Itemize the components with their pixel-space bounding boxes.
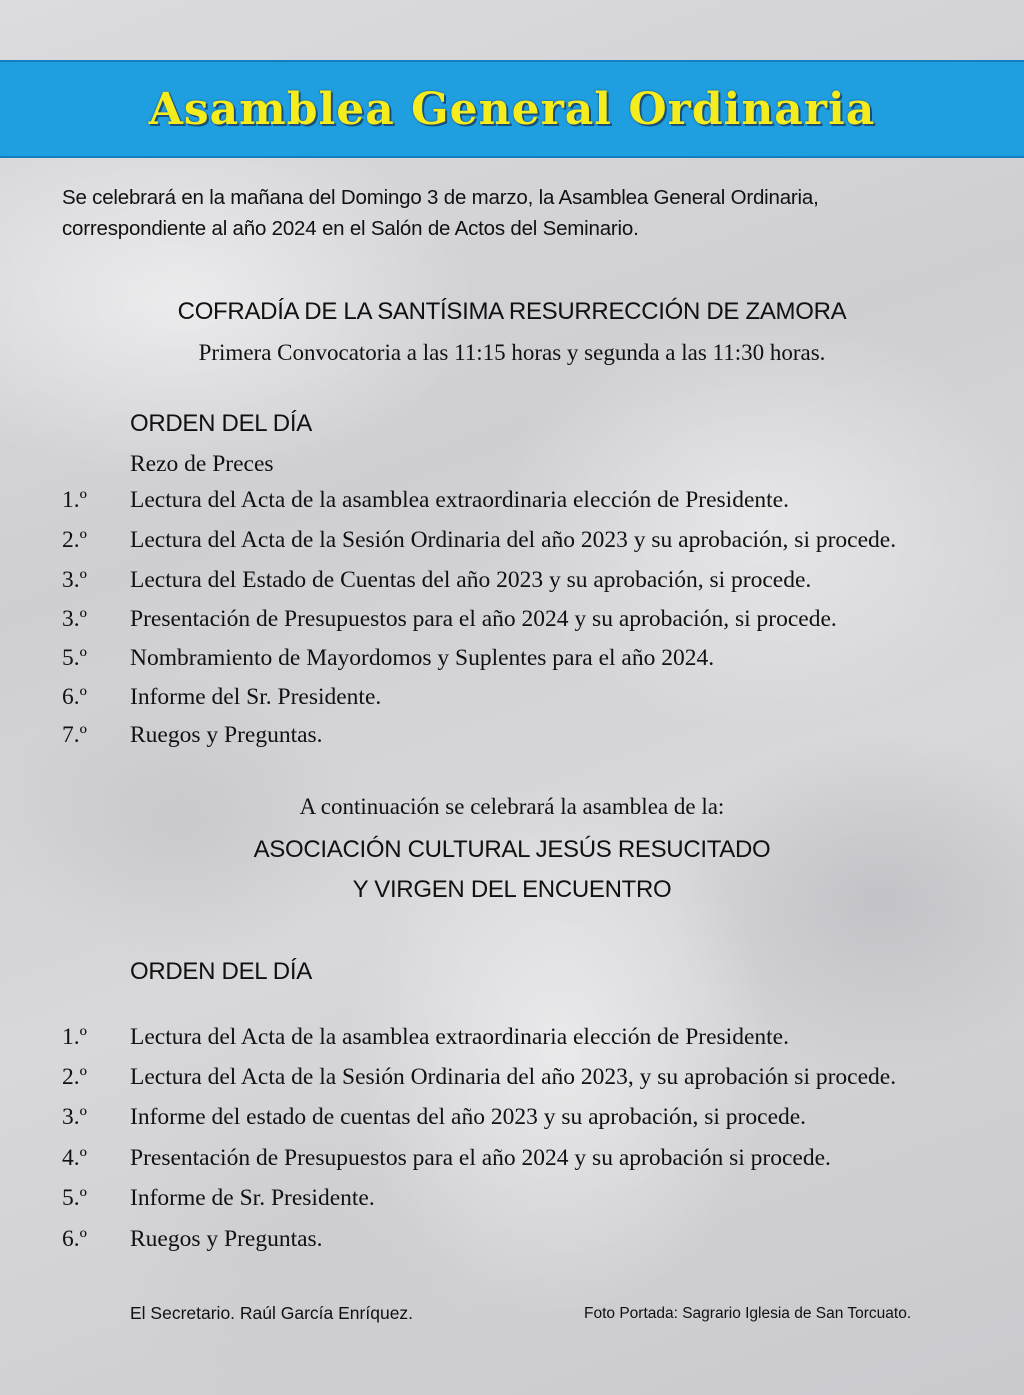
intro-line: Se celebrará en la mañana del Domingo 3 de marzo, la Asamblea General Ordinaria, — [62, 186, 819, 209]
asociacion-name-line1: ASOCIACIÓN CULTURAL JESÚS RESUCITADO — [253, 836, 771, 863]
list-item: 5.º Informe de Sr. Presidente. — [62, 1185, 375, 1211]
list-item: 6.º Informe del Sr. Presidente. — [62, 684, 382, 710]
secretario-signature: El Secretario. Raúl García Enríquez. — [130, 1303, 414, 1323]
intro-paragraph — [62, 182, 982, 244]
title-banner — [0, 60, 1024, 158]
list-item: 1.º Lectura del Acta de la asamblea extraordinaria elección de Presidente. — [62, 487, 789, 513]
list-item: 5.º Nombramiento de Mayordomos y Suplentes para el año 2024. — [62, 645, 715, 671]
intro-line: correspondiente al año 2024 en el Salón de Actos del Seminario. — [62, 217, 639, 240]
list-item: 2.º Lectura del Acta de la Sesión Ordinaria del año 2023 y su aprobación, si procede. — [62, 527, 897, 553]
list-item: 6.º Ruegos y Preguntas. — [62, 1226, 323, 1252]
list-item: 3.º Lectura del Estado de Cuentas del año 2023 y su aprobación, si procede. — [62, 567, 812, 593]
list-item: 4.º Presentación de Presupuestos para el año 2024 y su aprobación si procede. — [62, 1145, 831, 1171]
asociacion-name-line2: Y VIRGEN DEL ENCUENTRO — [352, 876, 672, 903]
rezo-de-preces: Rezo de Preces — [130, 451, 274, 477]
list-item: 1.º Lectura del Acta de la asamblea extraordinaria elección de Presidente. — [62, 1024, 789, 1050]
convocatoria-text: Primera Convocatoria a las 11:15 horas y segunda a las 11:30 horas. — [198, 340, 826, 365]
list-item: 3.º Informe del estado de cuentas del año 2023 y su aprobación, si procede. — [62, 1104, 807, 1130]
asociacion-intro: A continuación se celebrará la asamblea de la: — [299, 794, 725, 819]
orden-del-dia-heading: ORDEN DEL DÍA — [130, 410, 312, 437]
page-title: Asamblea General Ordinaria — [148, 83, 876, 135]
list-item: 7.º Ruegos y Preguntas. — [62, 722, 323, 748]
foto-credit: Foto Portada: Sagrario Iglesia de San Torcuato. — [584, 1305, 912, 1322]
cofradia-name: COFRADÍA DE LA SANTÍSIMA RESURRECCIÓN DE ZAMORA — [177, 298, 847, 325]
list-item: 2.º Lectura del Acta de la Sesión Ordinaria del año 2023, y su aprobación si procede. — [62, 1064, 897, 1090]
orden-del-dia-heading: ORDEN DEL DÍA — [130, 958, 312, 985]
list-item: 3.º Presentación de Presupuestos para el año 2024 y su aprobación, si procede. — [62, 606, 837, 632]
